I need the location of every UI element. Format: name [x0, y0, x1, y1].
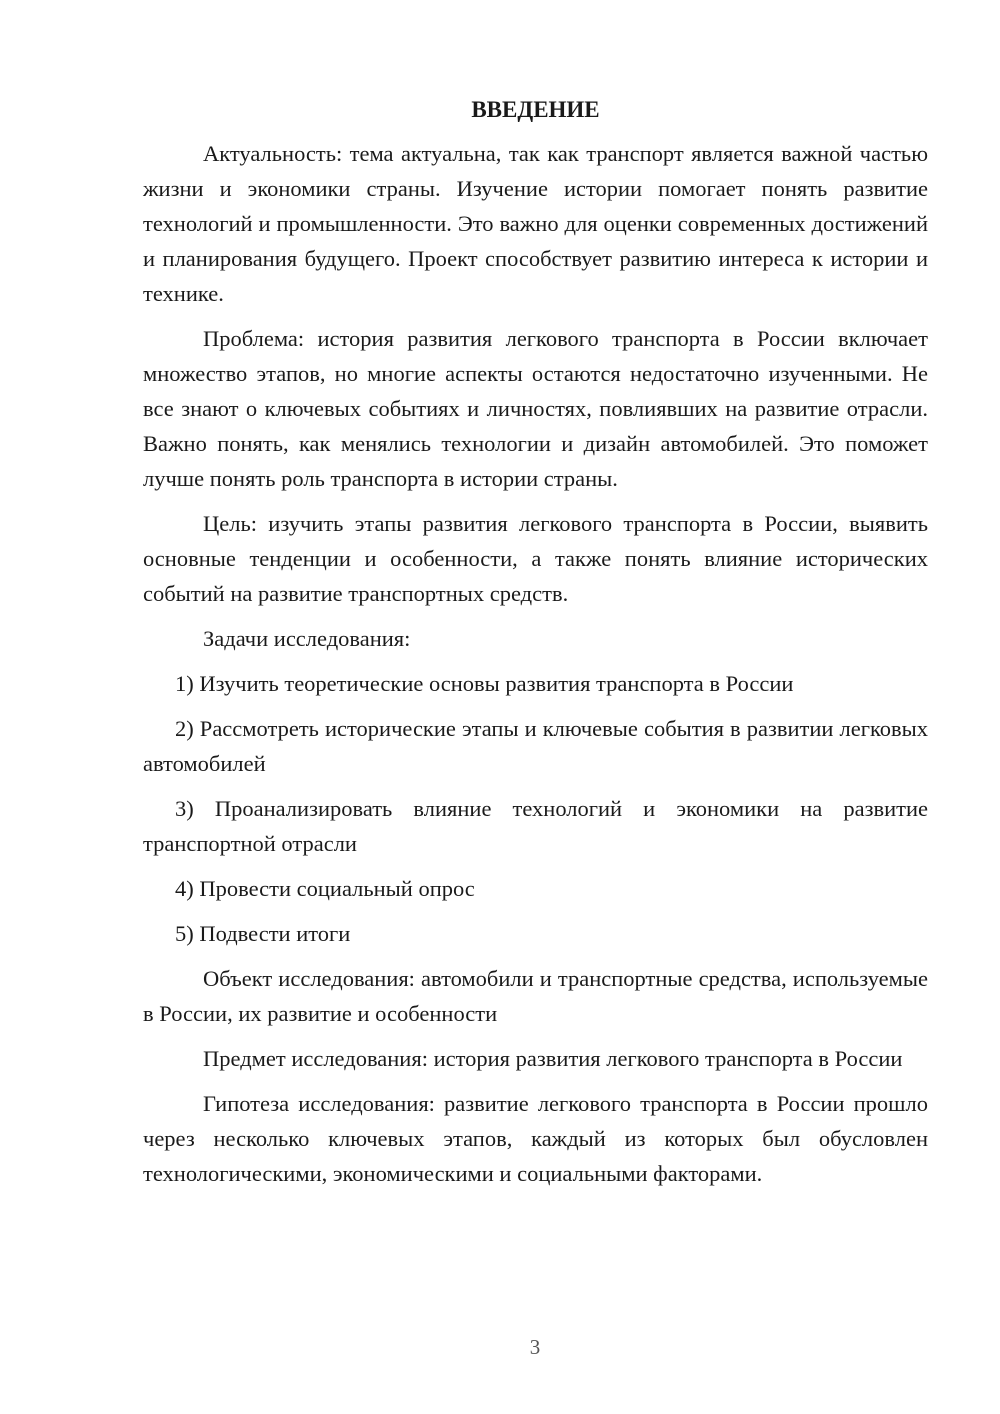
tasks-title: Задачи исследования: [203, 626, 411, 651]
section-heading: ВВЕДЕНИЕ [471, 97, 600, 122]
page-number: 3 [529, 1335, 541, 1359]
paragraph-hypothesis: Гипотеза исследования: развитие легкового транспорта в России прошло через несколько ключевых этапов, каждый из которых был обусловлен технологическими, экономическими и социальными факторами. [143, 1091, 928, 1186]
task-item-4: 4) Провести социальный опрос [175, 876, 475, 901]
task-item-5: 5) Подвести итоги [175, 921, 351, 946]
task-item-3: 3) Проанализировать влияние технологий и экономики на развитие транспортной отрасли [143, 796, 928, 856]
document-page [143, 92, 928, 1191]
paragraph-object: Объект исследования: автомобили и транспортные средства, используемые в России, их развитие и особенности [143, 966, 928, 1026]
paragraph-subject: Предмет исследования: история развития легкового транспорта в России [203, 1046, 903, 1071]
paragraph-problem: Проблема: история развития легкового транспорта в России включает множество этапов, но многие аспекты остаются недостаточно изученными. Не все знают о ключевых событиях и личностях, повлиявших на развитие отрасли. Важно понять, как менялись технологии и дизайн автомобилей. Это поможет лучше понять роль транспорта в истории страны. [143, 326, 928, 491]
task-item-1: 1) Изучить теоретические основы развития транспорта в России [175, 671, 794, 696]
paragraph-goal: Цель: изучить этапы развития легкового транспорта в России, выявить основные тенденции и особенности, а также понять влияние исторических событий на развитие транспортных средств. [143, 511, 928, 606]
paragraph-relevance: Актуальность: тема актуальна, так как транспорт является важной частью жизни и экономики страны. Изучение истории помогает понять развитие технологий и промышленности. Это важно для оценки современных достижений и планирования будущего. Проект способствует развитию интереса к истории и технике. [143, 141, 928, 306]
task-item-2: 2) Рассмотреть исторические этапы и ключевые события в развитии легковых автомобилей [143, 716, 928, 776]
